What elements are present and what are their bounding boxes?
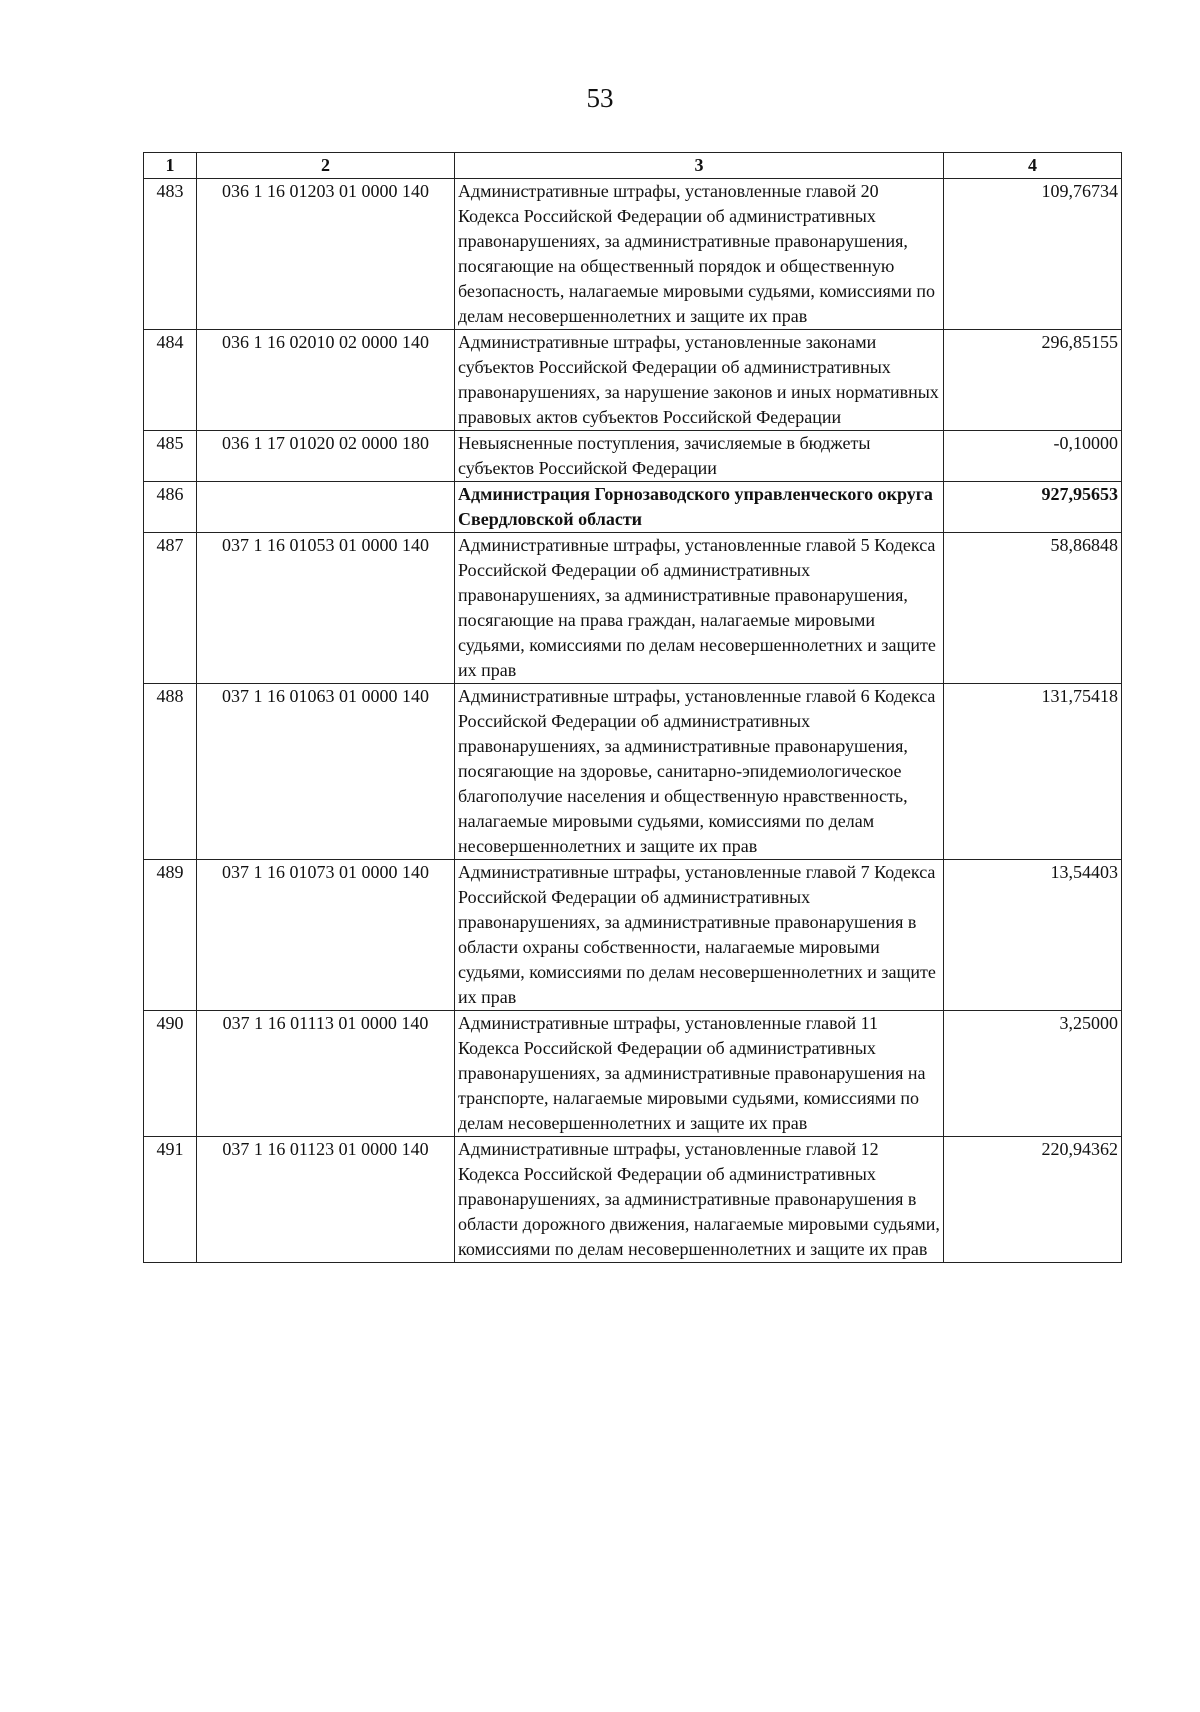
header-col-2: 2 [197, 153, 455, 179]
amount: 109,76734 [944, 179, 1122, 330]
budget-code: 036 1 16 01203 01 0000 140 [197, 179, 455, 330]
table-header [144, 153, 1122, 179]
budget-code: 037 1 16 01113 01 0000 140 [197, 1011, 455, 1137]
row-number: 485 [144, 431, 197, 482]
revenue-name: Административные штрафы, установленные законами субъектов Российской Федерации об административных правонарушениях, за нарушение законов и иных нормативных правовых актов субъектов Российской Федерации [455, 330, 944, 431]
budget-code: 037 1 16 01053 01 0000 140 [197, 533, 455, 684]
amount: 131,75418 [944, 684, 1122, 860]
row-number: 487 [144, 533, 197, 684]
page-number: 53 [586, 83, 614, 113]
row-number: 489 [144, 860, 197, 1011]
row-number: 491 [144, 1137, 197, 1263]
row-number: 490 [144, 1011, 197, 1137]
table-row [144, 330, 1122, 431]
amount: 58,86848 [944, 533, 1122, 684]
amount: 296,85155 [944, 330, 1122, 431]
table-row [144, 431, 1122, 482]
revenue-name: Административные штрафы, установленные главой 5 Кодекса Российской Федерации об административных правонарушениях, за административные правонарушения, посягающие на права граждан, налагаемые мировыми судьями, комиссиями по делам несовершеннолетних и защите их прав [455, 533, 944, 684]
header-col-1: 1 [144, 153, 197, 179]
budget-code: 037 1 16 01073 01 0000 140 [197, 860, 455, 1011]
revenue-name: Административные штрафы, установленные главой 7 Кодекса Российской Федерации об административных правонарушениях, за административные правонарушения в области охраны собственности, налагаемые мировыми судьями, комиссиями по делам несовершеннолетних и защите их прав [455, 860, 944, 1011]
amount: 3,25000 [944, 1011, 1122, 1137]
budget-code: 036 1 17 01020 02 0000 180 [197, 431, 455, 482]
revenue-name: Административные штрафы, установленные главой 20 Кодекса Российской Федерации об административных правонарушениях, за административные правонарушения, посягающие на общественный порядок и общественную безопасность, налагаемые мировыми судьями, комиссиями по делам несовершеннолетних и защите их прав [455, 179, 944, 330]
table-row [144, 684, 1122, 860]
revenue-name: Административные штрафы, установленные главой 11 Кодекса Российской Федерации об административных правонарушениях, за административные правонарушения на транспорте, налагаемые мировыми судьями, комиссиями по делам несовершеннолетних и защите их прав [455, 1011, 944, 1137]
row-number: 488 [144, 684, 197, 860]
budget-code: 036 1 16 02010 02 0000 140 [197, 330, 455, 431]
table-row [144, 533, 1122, 684]
budget-code [197, 482, 455, 533]
row-number: 484 [144, 330, 197, 431]
row-number: 486 [144, 482, 197, 533]
table-body [144, 179, 1122, 1263]
header-col-4: 4 [944, 153, 1122, 179]
amount: 13,54403 [944, 860, 1122, 1011]
amount: 220,94362 [944, 1137, 1122, 1263]
revenue-table [143, 152, 1122, 1263]
budget-code: 037 1 16 01123 01 0000 140 [197, 1137, 455, 1263]
table-row [144, 1137, 1122, 1263]
header-row [144, 153, 1122, 179]
budget-code: 037 1 16 01063 01 0000 140 [197, 684, 455, 860]
header-col-3: 3 [455, 153, 944, 179]
row-number: 483 [144, 179, 197, 330]
revenue-name: Административные штрафы, установленные главой 12 Кодекса Российской Федерации об административных правонарушениях, за административные правонарушения в области дорожного движения, налагаемые мировыми судьями, комиссиями по делам несовершеннолетних и защите их прав [455, 1137, 944, 1263]
revenue-name: Административные штрафы, установленные главой 6 Кодекса Российской Федерации об административных правонарушениях, за административные правонарушения, посягающие на здоровье, санитарно-эпидемиологическое благополучие населения и общественную нравственность, налагаемые мировыми судьями, комиссиями по делам несовершеннолетних и защите их прав [455, 684, 944, 860]
revenue-name: Администрация Горнозаводского управленческого округа Свердловской области [455, 482, 944, 533]
table-row [144, 860, 1122, 1011]
table-row [144, 482, 1122, 533]
amount: -0,10000 [944, 431, 1122, 482]
amount: 927,95653 [944, 482, 1122, 533]
revenue-name: Невыясненные поступления, зачисляемые в бюджеты субъектов Российской Федерации [455, 431, 944, 482]
table-row [144, 1011, 1122, 1137]
table-row [144, 179, 1122, 330]
